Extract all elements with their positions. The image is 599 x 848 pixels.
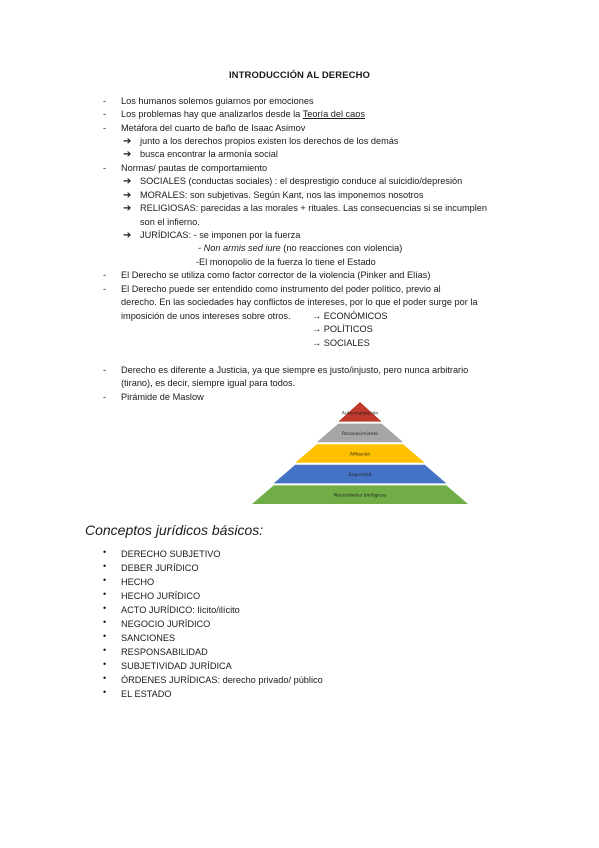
concept-item: HECHO JURÍDICO bbox=[121, 591, 201, 601]
pyramid-levels bbox=[252, 402, 468, 504]
list-item: El Derecho se utiliza como factor corrector de la violencia (Pinker and Elías) bbox=[121, 270, 431, 280]
arrow-icon: ➔ bbox=[123, 203, 132, 214]
arrow-icon: ➔ bbox=[123, 176, 132, 187]
dash-marker: - bbox=[103, 96, 107, 106]
concept-item: EL ESTADO bbox=[121, 689, 172, 699]
concept-item: RESPONSABILIDAD bbox=[121, 647, 208, 657]
bullet-icon: • bbox=[103, 547, 107, 557]
dash-marker: - bbox=[103, 123, 107, 133]
pyramid-level-label: Autorrealización bbox=[341, 411, 379, 417]
latin-phrase: - Non armis sed iure bbox=[198, 243, 281, 253]
arrow-icon: ➔ bbox=[123, 149, 132, 160]
concept-item: DEBER JURÍDICO bbox=[121, 563, 199, 573]
concept-item: ACTO JURÍDICO: lícito/ilícito bbox=[121, 605, 240, 615]
dash-marker: - bbox=[103, 109, 107, 119]
maslow-pyramid bbox=[250, 397, 470, 507]
concept-item: SANCIONES bbox=[121, 633, 176, 643]
bullet-icon: • bbox=[103, 645, 107, 655]
chaos-theory-text: Teoría del caos bbox=[302, 109, 365, 119]
list-item: Los humanos solemos guiarnos por emociones bbox=[121, 96, 314, 106]
bullet-icon: • bbox=[103, 617, 107, 627]
bullet-icon: • bbox=[103, 673, 107, 683]
bullet-icon: • bbox=[103, 603, 107, 613]
bullet-icon: • bbox=[103, 575, 107, 585]
sub-item: RELIGIOSAS: parecidas a las morales + rituales. Las consecuencias si se incumplen bbox=[140, 203, 487, 213]
concept-item: ÓRDENES JURÍDICAS: derecho privado/ público bbox=[121, 675, 323, 685]
dash-marker: - bbox=[103, 270, 107, 280]
arrow-icon: ➔ bbox=[123, 136, 132, 147]
list-item: Derecho es diferente a Justicia, ya que siempre es justo/injusto, pero nunca arbitrario bbox=[121, 365, 469, 375]
interest-political: → POLÍTICOS bbox=[312, 324, 373, 334]
sub-item: busca encontrar la armonía social bbox=[140, 149, 278, 159]
sub-item: MORALES: son subjetivas. Según Kant, nos las imponemos nosotros bbox=[140, 190, 424, 200]
list-item-text: Los problemas hay que analizarlos desde la bbox=[121, 109, 303, 119]
concept-item: HECHO bbox=[121, 577, 155, 587]
pyramid-level-label: Seguridad bbox=[348, 473, 372, 479]
bullet-icon: • bbox=[103, 561, 107, 571]
sub-item-continuation: son el infierno. bbox=[140, 217, 200, 227]
sub-item: SOCIALES (conductas sociales) : el desprestigio conduce al suicidio/depresión bbox=[140, 176, 463, 186]
concept-item: DERECHO SUBJETIVO bbox=[121, 549, 221, 559]
bullet-icon: • bbox=[103, 687, 107, 697]
list-item bbox=[121, 108, 365, 121]
sub-sub-item: -El monopolio de la fuerza lo tiene el Estado bbox=[196, 257, 376, 267]
dash-marker: - bbox=[103, 284, 107, 294]
list-item: Normas/ pautas de comportamiento bbox=[121, 163, 268, 173]
page-title: INTRODUCCIÓN AL DERECHO bbox=[228, 70, 371, 81]
bullet-icon: • bbox=[103, 659, 107, 669]
concept-item: SUBJETIVIDAD JURÍDICA bbox=[121, 661, 232, 671]
list-item: Pirámide de Maslow bbox=[121, 392, 204, 402]
dash-marker: - bbox=[103, 163, 107, 173]
pyramid-level-label: Afiliación bbox=[349, 452, 371, 458]
dash-marker: - bbox=[103, 365, 107, 375]
pyramid-level-label: Necesidades biológicas bbox=[333, 493, 387, 499]
interest-economic: → ECONÓMICOS bbox=[312, 311, 388, 321]
dash-marker: - bbox=[103, 392, 107, 402]
list-item-continuation: imposición de unos intereses sobre otros. bbox=[121, 311, 291, 321]
arrow-icon: ➔ bbox=[123, 230, 132, 241]
sub-sub-item bbox=[198, 242, 402, 255]
bullet-icon: • bbox=[103, 589, 107, 599]
sub-item: JURÍDICAS: - se imponen por la fuerza bbox=[140, 230, 301, 240]
list-item: El Derecho puede ser entendido como instrumento del poder político, previo al bbox=[121, 284, 441, 294]
list-item-continuation: derecho. En las sociedades hay conflictos de intereses, por lo que el poder surge por la bbox=[121, 297, 478, 307]
sub-sub-item-text: (no reacciones con violencia) bbox=[280, 243, 403, 253]
section-title: Conceptos jurídicos básicos: bbox=[85, 522, 264, 538]
sub-item: junto a los derechos propios existen los derechos de los demás bbox=[140, 136, 399, 146]
interest-social: → SOCIALES bbox=[312, 338, 370, 348]
arrow-icon: ➔ bbox=[123, 190, 132, 201]
list-item-continuation: (tirano), es decir, siempre igual para todos. bbox=[121, 378, 296, 388]
bullet-icon: • bbox=[103, 631, 107, 641]
pyramid-level-label: Reconocimiento bbox=[341, 431, 379, 437]
concept-item: NEGOCIO JURÍDICO bbox=[121, 619, 211, 629]
list-item: Metáfora del cuarto de baño de Isaac Asimov bbox=[121, 123, 306, 133]
